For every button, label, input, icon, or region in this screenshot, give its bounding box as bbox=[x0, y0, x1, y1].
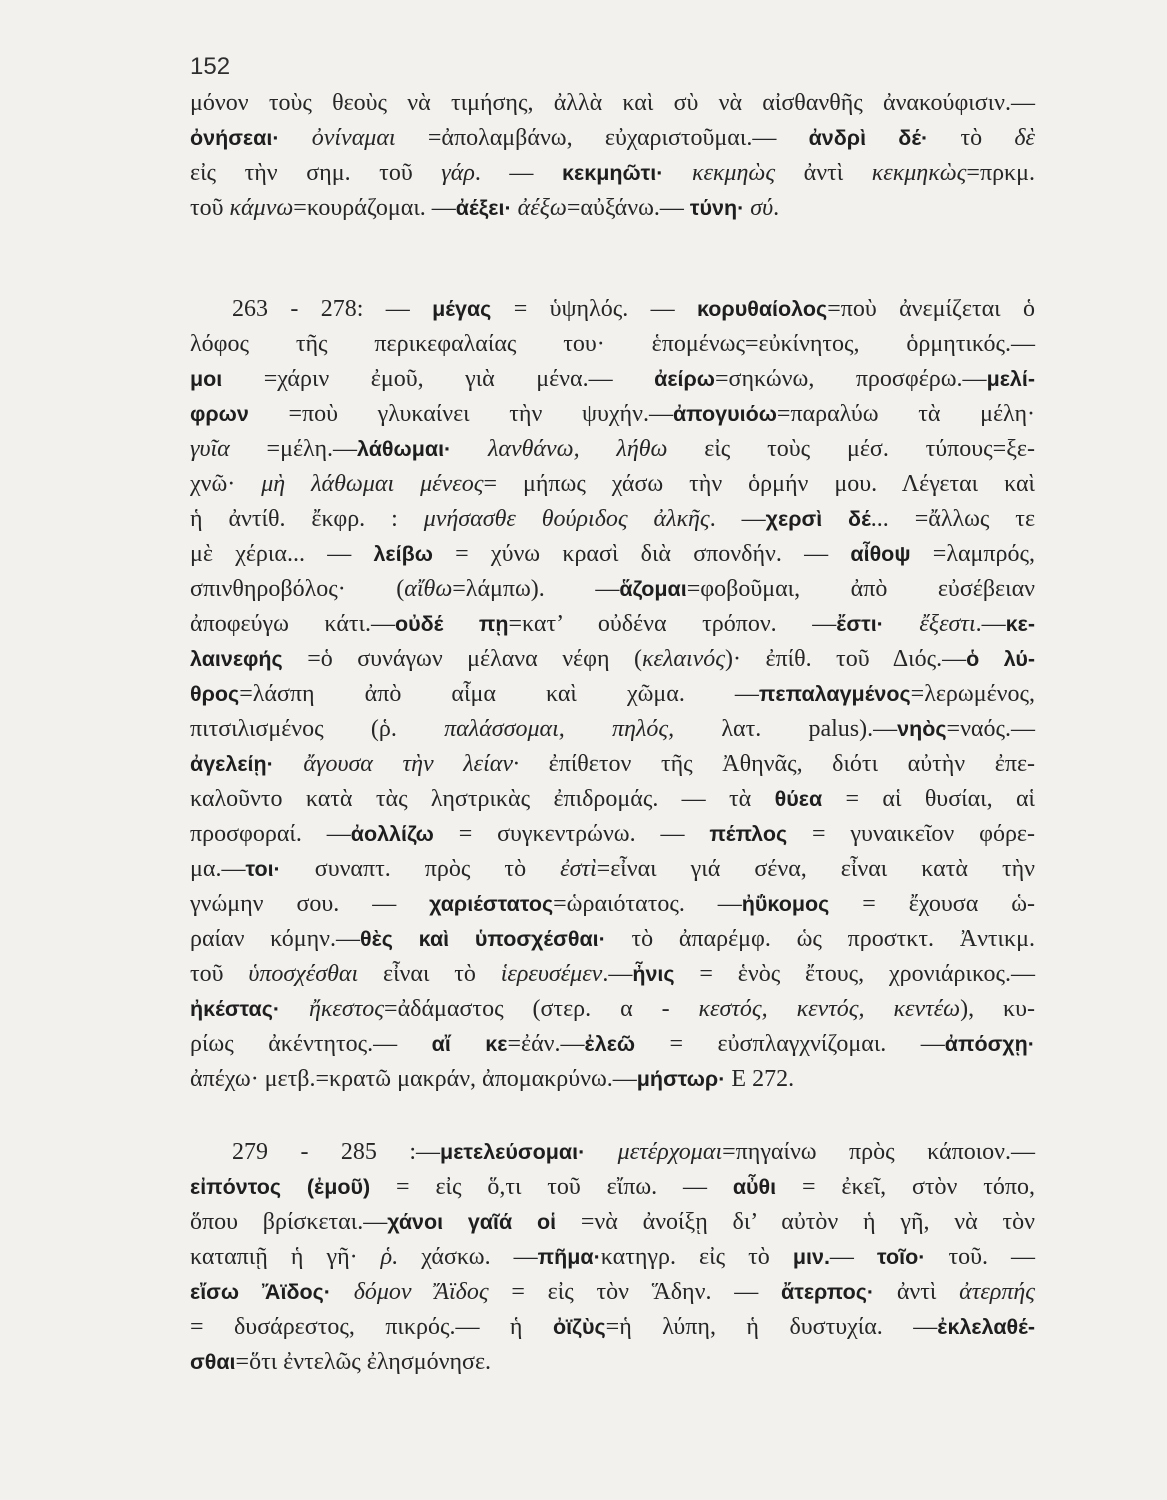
italic-term: ἱερευσέμεν bbox=[500, 961, 603, 987]
gloss-text: ), κυ- bbox=[960, 996, 1036, 1022]
text-line bbox=[190, 467, 1035, 502]
gloss-text: =πηγαίνω πρὸς κάποιον.— bbox=[722, 1139, 1035, 1165]
gloss-text: . — bbox=[709, 506, 766, 532]
gloss-text: =ὡραιότατος. — bbox=[553, 891, 742, 917]
gloss-text: καλοῦντο κατὰ τὰς ληστρικὰς ἐπιδρομάς. — τὰ bbox=[190, 786, 775, 812]
gloss-text: = χύνω κρασὶ διὰ σπονδήν. — bbox=[432, 541, 851, 567]
lemma-term: ἄτερπος· bbox=[781, 1280, 875, 1304]
text-line bbox=[190, 887, 1035, 922]
gloss-text: = εἰς ὅ,τι τοῦ εἴπω. — bbox=[370, 1174, 733, 1200]
gloss-text: συναπτ. πρὸς τὸ bbox=[280, 856, 561, 882]
lemma-term: αὖθι bbox=[732, 1175, 777, 1199]
gloss-text: = αἱ θυσίαι, αἱ bbox=[822, 786, 1036, 812]
italic-term: ῥ. bbox=[380, 1244, 399, 1270]
lemma-term: ἀπογυιόω bbox=[672, 402, 777, 426]
gloss-text: εἰς τὴν σημ. τοῦ bbox=[190, 160, 442, 186]
text-line bbox=[190, 86, 1035, 121]
italic-term: σύ bbox=[750, 195, 774, 221]
gloss-text: ἀντὶ bbox=[874, 1279, 960, 1305]
lemma-term: εἴσω Ἄϊδος· bbox=[190, 1280, 354, 1304]
gloss-text: = ἐκεῖ, στὸν τόπο, bbox=[776, 1174, 1036, 1200]
italic-term: ἔξεστι bbox=[919, 611, 976, 637]
lemma-term: πεπαλαγμένος bbox=[758, 682, 911, 706]
italic-term: παλάσσομαι, πηλός, bbox=[444, 716, 675, 742]
lemma-term: ὀϊζὺς bbox=[552, 1315, 606, 1339]
lemma-term: πέπλος bbox=[709, 822, 788, 846]
gloss-text: =ναός.— bbox=[946, 716, 1036, 742]
lemma-term: αἴ κε bbox=[431, 1032, 508, 1056]
gloss-text: χάσκω. — bbox=[398, 1244, 538, 1270]
gloss-text: = εὐσπλαγχνίζομαι. — bbox=[635, 1031, 945, 1057]
lemma-term: τοῖο· bbox=[876, 1245, 926, 1269]
italic-term: μνήσασθε θούριδος ἀλκῆς bbox=[423, 506, 710, 532]
gloss-text: μὲ χέρια... — bbox=[190, 541, 374, 567]
lemma-term: ἠΰκομος bbox=[741, 892, 830, 916]
gloss-text: χνῶ· bbox=[190, 471, 262, 497]
gloss-text: λόφος τῆς περικεφαλαίας του· ἑπομένως=εὐκίνητος, ὁρμητικός.— bbox=[190, 331, 1035, 357]
gloss-text: = ἑνὸς ἔτους, χρονιάρικος.— bbox=[674, 961, 1036, 987]
gloss-text: τοῦ bbox=[190, 961, 249, 987]
gloss-text: τὸ ἀπαρέμφ. ὡς προστκτ. Ἀντικμ. bbox=[605, 926, 1035, 952]
italic-term: κελαινός bbox=[641, 646, 726, 672]
gloss-text: =ἀπολαμβάνω, εὐχαριστοῦμαι.— bbox=[395, 125, 809, 151]
lemma-term: ἐλεῶ bbox=[584, 1032, 636, 1056]
lemma-term: ἀπόσχῃ· bbox=[944, 1032, 1035, 1056]
gloss-text: =πρκμ. bbox=[966, 160, 1036, 186]
lemma-term: χαριέστατος bbox=[429, 892, 554, 916]
gloss-text: 263 - 278: — bbox=[232, 296, 433, 322]
italic-term: ἀτερπής bbox=[959, 1279, 1036, 1305]
italic-term: κάμνω bbox=[229, 195, 294, 221]
lemma-term: μήστωρ· bbox=[636, 1067, 726, 1091]
italic-term: ἐστὶ bbox=[560, 856, 597, 882]
italic-term: ἀέξω bbox=[517, 195, 567, 221]
gloss-text: λατ. palus).— bbox=[674, 716, 898, 742]
gloss-text: =κατ’ οὐδένα τρόπον. — bbox=[508, 611, 837, 637]
gloss-text: = γυναικεῖον φόρε- bbox=[787, 821, 1035, 847]
italic-term: γυῖα bbox=[190, 436, 230, 462]
gloss-text: Ε 272. bbox=[725, 1066, 795, 1092]
text-line bbox=[190, 156, 1035, 191]
text-line bbox=[190, 1027, 1035, 1062]
lemma-term: μετελεύσομαι· bbox=[440, 1140, 618, 1164]
text-line bbox=[190, 747, 1035, 782]
text-line bbox=[190, 677, 1035, 712]
gloss-text: ἡ ἀντίθ. ἔκφρ. : bbox=[190, 506, 424, 532]
lemma-term: μιν. bbox=[792, 1245, 830, 1269]
gloss-text: ἐπίθετον τῆς Ἀθηνᾶς, διότι αὐτὴν ἐπε- bbox=[519, 751, 1036, 777]
lemma-term: θύεα bbox=[774, 787, 823, 811]
lemma-term: χερσὶ δέ bbox=[765, 507, 871, 531]
lemma-term: λάθωμαι· bbox=[357, 437, 488, 461]
lemma-term: κε- bbox=[1005, 612, 1035, 636]
text-line bbox=[190, 362, 1035, 397]
lemma-term: κεκμηῶτι· bbox=[562, 161, 692, 185]
lemma-term: ἀγελείῃ· bbox=[190, 752, 304, 776]
italic-term: δὲ bbox=[1014, 125, 1035, 151]
italic-term: ἤκεστος bbox=[309, 996, 385, 1022]
gloss-text: ρίως ἀκέντητος.— bbox=[190, 1031, 432, 1057]
lemma-term: ἅζομαι bbox=[619, 577, 687, 601]
gloss-text: γνώμην σου. — bbox=[190, 891, 430, 917]
gloss-text: = ὑψηλός. — bbox=[491, 296, 697, 322]
text-line bbox=[190, 1310, 1035, 1345]
gloss-text: =λερωμένος, bbox=[910, 681, 1035, 707]
gloss-text: μα.— bbox=[190, 856, 246, 882]
gloss-text: =λάμπω). — bbox=[452, 576, 620, 602]
gloss-text: ὅπου βρίσκεται.— bbox=[190, 1209, 388, 1235]
italic-term: λανθάνω, λήθω bbox=[488, 436, 668, 462]
lemma-term: θρος bbox=[190, 682, 240, 706]
gloss-text: πιτσιλισμένος (ῥ. bbox=[190, 716, 445, 742]
gloss-text: = εἰς τὸν Ἅδην. — bbox=[488, 1279, 782, 1305]
gloss-text: = μήπως χάσω τὴν ὁρμήν μου. Λέγεται καὶ bbox=[483, 471, 1036, 497]
gloss-text: σπινθηροβόλος· ( bbox=[190, 576, 405, 602]
text-line bbox=[190, 537, 1035, 572]
text-line bbox=[190, 642, 1035, 677]
text-line bbox=[190, 432, 1035, 467]
gloss-text: =ἡ λύπη, ἡ δυστυχία. — bbox=[605, 1314, 938, 1340]
italic-term: ὑποσχέσθαι bbox=[248, 961, 359, 987]
gloss-text: ἀπέχω· μετβ.=κρατῶ μακράν, ἀπομακρύνω.— bbox=[190, 1066, 637, 1092]
gloss-text: ἀντὶ bbox=[775, 160, 872, 186]
italic-term: κεκμηὼς bbox=[691, 160, 776, 186]
italic-term: μὴ λάθωμαι μένεος bbox=[261, 471, 484, 497]
text-line bbox=[190, 121, 1035, 156]
commentary-paragraph-3 bbox=[190, 1135, 1035, 1380]
text-line bbox=[190, 572, 1035, 607]
lemma-term: τοι· bbox=[245, 857, 281, 881]
lemma-term: ἀολλίζω bbox=[350, 822, 434, 846]
gloss-text: κατηγρ. εἰς τὸ bbox=[600, 1244, 793, 1270]
text-line bbox=[190, 327, 1035, 362]
lemma-term: χάνοι γαῖά οἱ bbox=[387, 1210, 557, 1234]
gloss-text: τοῦ bbox=[190, 195, 230, 221]
lemma-term: οὐδέ πῃ bbox=[395, 612, 509, 636]
lemma-term: ὁ λύ- bbox=[966, 647, 1035, 671]
lemma-term: ὀνήσεαι· bbox=[190, 126, 312, 150]
gloss-text: =κουράζομαι. — bbox=[293, 195, 456, 221]
text-line bbox=[190, 607, 1035, 642]
gloss-text: =μέλη.— bbox=[229, 436, 358, 462]
lemma-term: ἔστι· bbox=[836, 612, 920, 636]
gloss-text: τὸ bbox=[928, 125, 1015, 151]
gloss-text: =λαμπρός, bbox=[910, 541, 1035, 567]
text-line bbox=[190, 1205, 1035, 1240]
gloss-text: ... =ἄλλως τε bbox=[870, 506, 1036, 532]
lemma-term: μοι bbox=[190, 367, 223, 391]
lemma-term: τύνη· bbox=[689, 196, 751, 220]
text-line bbox=[190, 1170, 1035, 1205]
text-line bbox=[190, 502, 1035, 537]
text-line bbox=[190, 1062, 1035, 1097]
lemma-term: εἰπόντος (ἐμοῦ) bbox=[190, 1175, 371, 1199]
gloss-text: .— bbox=[602, 961, 633, 987]
text-line bbox=[190, 191, 1035, 226]
lemma-term: ἀέξει· bbox=[455, 196, 518, 220]
italic-term: ἄγουσα τὴν λείαν· bbox=[303, 751, 520, 777]
commentary-paragraph-1 bbox=[190, 86, 1035, 226]
text-line bbox=[190, 817, 1035, 852]
lemma-term: μελί- bbox=[986, 367, 1036, 391]
gloss-text: =ὁ συνάγων μέλανα νέφη ( bbox=[282, 646, 642, 672]
gloss-text: =σηκώνω, προσφέρω.— bbox=[714, 366, 987, 392]
lemma-term: σθαι bbox=[190, 1350, 236, 1374]
text-line bbox=[190, 922, 1035, 957]
gloss-text: =χάριν ἐμοῦ, γιὰ μένα.— bbox=[222, 366, 655, 392]
page-number: 152 bbox=[190, 53, 231, 80]
lemma-term: λείβω bbox=[373, 542, 433, 566]
gloss-text: =λάσπη ἀπὸ αἷμα καὶ χῶμα. — bbox=[239, 681, 759, 707]
lemma-term: φρων bbox=[190, 402, 249, 426]
lemma-term: θὲς καὶ ὑποσχέσθαι· bbox=[359, 927, 606, 951]
gloss-text: προσφοραί. — bbox=[190, 821, 351, 847]
gloss-text: καταπιῇ ἡ γῆ· bbox=[190, 1244, 381, 1270]
italic-term: γάρ bbox=[441, 160, 475, 186]
gloss-text: = ἔχουσα ὡ- bbox=[829, 891, 1035, 917]
lemma-term: ἦνις bbox=[632, 962, 675, 986]
gloss-text: =φοβοῦμαι, ἀπὸ εὐσέβειαν bbox=[686, 576, 1035, 602]
text-line bbox=[190, 1135, 1035, 1170]
gloss-text: )· ἐπίθ. τοῦ Διός.— bbox=[725, 646, 967, 672]
gloss-text: = δυσάρεστος, πικρός.— ἡ bbox=[190, 1314, 553, 1340]
gloss-text: ἀποφεύγω κάτι.— bbox=[190, 611, 395, 637]
gloss-text: . bbox=[773, 195, 780, 221]
gloss-text: τοῦ. — bbox=[925, 1244, 1036, 1270]
text-line bbox=[190, 852, 1035, 887]
text-line bbox=[190, 782, 1035, 817]
lemma-term: ἐκλελαθέ- bbox=[937, 1315, 1036, 1339]
text-line bbox=[190, 397, 1035, 432]
lemma-term: αἶθοψ bbox=[850, 542, 911, 566]
text-line bbox=[190, 1240, 1035, 1275]
gloss-text: .— bbox=[975, 611, 1006, 637]
italic-term: ὀνίναμαι bbox=[311, 125, 396, 151]
italic-term: μετέρχομαι bbox=[617, 1139, 723, 1165]
gloss-text: 279 - 285 :— bbox=[232, 1139, 441, 1165]
gloss-text: εἶναι τὸ bbox=[358, 961, 501, 987]
gloss-text: εἰς τοὺς μέσ. τύπους=ξε- bbox=[667, 436, 1035, 462]
lemma-term: ἀείρω bbox=[654, 367, 715, 391]
commentary-paragraph-2 bbox=[190, 292, 1035, 1097]
gloss-text: =ἐάν.— bbox=[507, 1031, 585, 1057]
text-line bbox=[190, 992, 1035, 1027]
lemma-term: νηὸς bbox=[897, 717, 947, 741]
gloss-text: =εἶναι γιά σένα, εἶναι κατὰ τὴν bbox=[596, 856, 1036, 882]
gloss-text: — bbox=[829, 1244, 877, 1270]
text-line bbox=[190, 712, 1035, 747]
gloss-text: = συγκεντρώνω. — bbox=[433, 821, 710, 847]
lemma-term: ἀνδρὶ δέ· bbox=[808, 126, 929, 150]
gloss-text: =νὰ ἀνοίξῃ δι’ αὐτὸν ἡ γῆ, νὰ τὸν bbox=[556, 1209, 1035, 1235]
italic-term: δόμον Ἄϊδος bbox=[353, 1279, 489, 1305]
text-line bbox=[190, 957, 1035, 992]
text-line bbox=[190, 1275, 1035, 1310]
gloss-text: . — bbox=[474, 160, 563, 186]
italic-term: κεκμηκὼς bbox=[871, 160, 967, 186]
gloss-text: =αὐξάνω.— bbox=[566, 195, 690, 221]
italic-term: κεστός, κεντός, κεντέω bbox=[698, 996, 961, 1022]
lemma-term: κορυθαίολος bbox=[697, 297, 828, 321]
text-line bbox=[190, 1345, 1035, 1380]
gloss-text: =ὅτι ἐντελῶς ἐλησμόνησε. bbox=[235, 1349, 492, 1375]
lemma-term: λαινεφής bbox=[190, 647, 283, 671]
gloss-text: =παραλύω τὰ μέλη· bbox=[776, 401, 1035, 427]
lemma-term: πῆμα· bbox=[537, 1245, 601, 1269]
lemma-term: ἠκέστας· bbox=[190, 997, 309, 1021]
gloss-text: =ἀδάμαστος (στερ. α - bbox=[384, 996, 699, 1022]
italic-term: αἴθω bbox=[404, 576, 453, 602]
gloss-text: ραίαν κόμην.— bbox=[190, 926, 360, 952]
lemma-term: μέγας bbox=[432, 297, 492, 321]
gloss-text: μόνον τοὺς θεοὺς νὰ τιμήσης, ἀλλὰ καὶ σὺ νὰ αἰσθανθῆς ἀνακούφισιν.— bbox=[190, 90, 1035, 116]
gloss-text: =ποὺ ἀνεμίζεται ὁ bbox=[827, 296, 1035, 322]
text-line bbox=[190, 292, 1035, 327]
gloss-text: =ποὺ γλυκαίνει τὴν ψυχήν.— bbox=[248, 401, 673, 427]
